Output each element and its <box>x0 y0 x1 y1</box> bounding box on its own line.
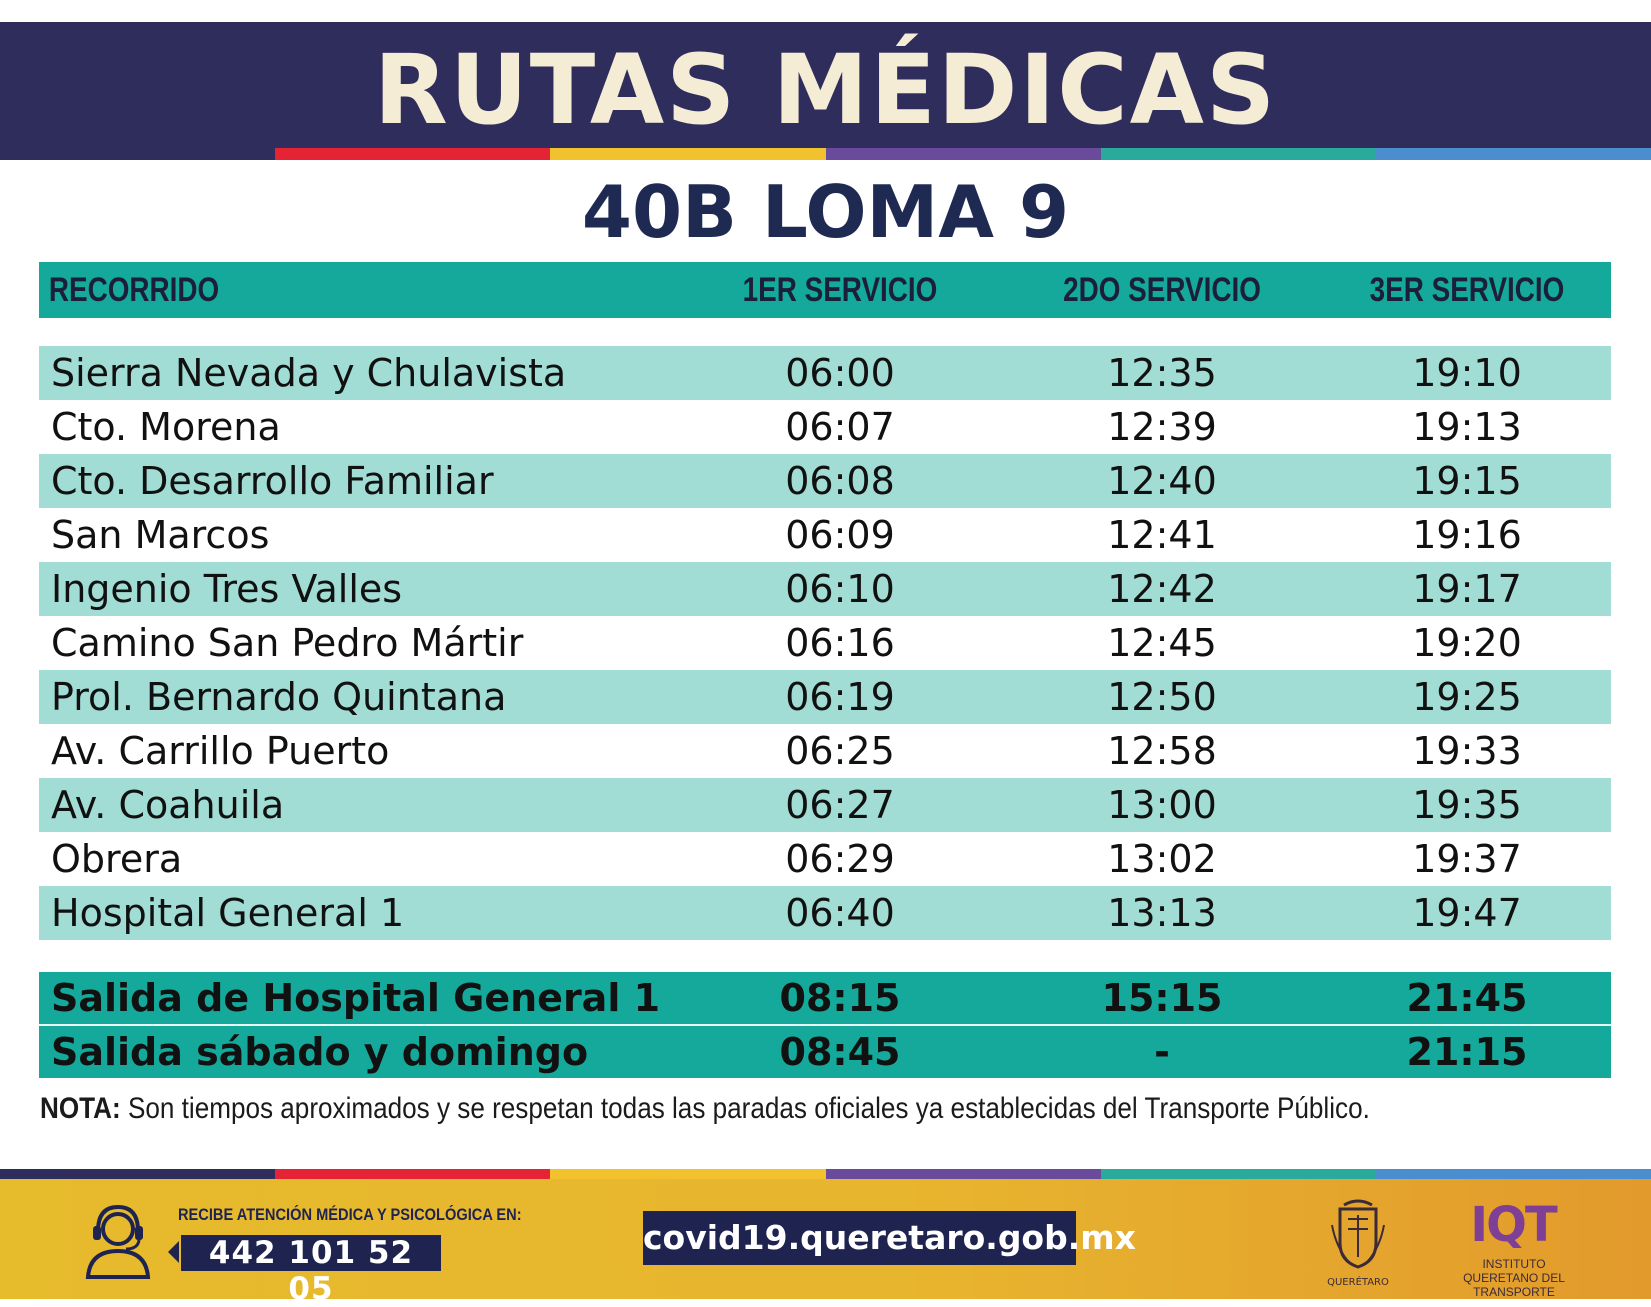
table-row <box>39 886 1611 940</box>
table-header <box>39 262 1611 318</box>
service-time-1: 06:16 <box>785 621 895 665</box>
column-header-route: RECORRIDO <box>48 270 220 309</box>
stop-name: San Marcos <box>51 513 270 557</box>
table-row <box>39 400 1611 454</box>
service-time-3: 19:17 <box>1412 567 1522 611</box>
iqt-logo-mark: IQT <box>1470 1197 1556 1253</box>
service-time-2: 12:45 <box>1107 621 1217 665</box>
service-time-3: 19:25 <box>1412 675 1522 719</box>
queretaro-logo-text: QUERÉTARO <box>1327 1277 1389 1288</box>
service-time-1: 06:40 <box>785 891 895 935</box>
header-banner <box>0 22 1651 158</box>
departure-row <box>39 972 1611 1024</box>
service-time-2: 12:41 <box>1107 513 1217 557</box>
color-stripe-bottom <box>0 1169 1651 1179</box>
departure-time-1: 08:15 <box>779 976 901 1020</box>
stripe-segment <box>0 148 275 160</box>
departure-time-3: 21:45 <box>1406 976 1528 1020</box>
departure-time-2: 15:15 <box>1101 976 1223 1020</box>
service-time-3: 19:37 <box>1412 837 1522 881</box>
service-time-1: 06:10 <box>785 567 895 611</box>
table-row <box>39 508 1611 562</box>
stop-name: Av. Coahuila <box>51 783 285 827</box>
stripe-segment <box>1101 148 1376 160</box>
departure-row <box>39 1024 1611 1078</box>
table-row <box>39 616 1611 670</box>
stripe-segment <box>826 148 1101 160</box>
stop-name: Cto. Morena <box>51 405 281 449</box>
phone-number: 442 101 52 05 <box>181 1235 441 1271</box>
stripe-segment <box>0 1169 275 1179</box>
service-time-2: 12:39 <box>1107 405 1217 449</box>
service-time-2: 12:42 <box>1107 567 1217 611</box>
departure-time-3: 21:15 <box>1406 1030 1528 1074</box>
schedule-table <box>39 262 1611 940</box>
call-label: RECIBE ATENCIÓN MÉDICA Y PSICOLÓGICA EN: <box>178 1205 522 1224</box>
service-time-3: 19:47 <box>1412 891 1522 935</box>
stripe-segment <box>275 148 550 160</box>
service-time-3: 19:35 <box>1412 783 1522 827</box>
footer-bar <box>0 1179 1651 1307</box>
table-row <box>39 724 1611 778</box>
stop-name: Camino San Pedro Mártir <box>51 621 524 665</box>
departure-label: Salida sábado y domingo <box>51 1030 589 1074</box>
service-time-3: 19:20 <box>1412 621 1522 665</box>
service-time-3: 19:10 <box>1412 351 1522 395</box>
stop-name: Prol. Bernardo Quintana <box>51 675 507 719</box>
service-time-2: 12:58 <box>1107 729 1217 773</box>
service-time-1: 06:09 <box>785 513 895 557</box>
stop-name: Sierra Nevada y Chulavista <box>51 351 567 395</box>
service-time-2: 12:40 <box>1107 459 1217 503</box>
phone-arrow-icon <box>168 1241 179 1263</box>
service-time-3: 19:33 <box>1412 729 1522 773</box>
departure-label: Salida de Hospital General 1 <box>51 976 661 1020</box>
service-time-2: 13:00 <box>1107 783 1217 827</box>
stripe-segment <box>550 148 825 160</box>
service-time-2: 13:13 <box>1107 891 1217 935</box>
iqt-logo <box>1444 1195 1584 1299</box>
service-time-2: 12:50 <box>1107 675 1217 719</box>
stop-name: Cto. Desarrollo Familiar <box>51 459 494 503</box>
table-row <box>39 562 1611 616</box>
stop-name: Obrera <box>51 837 183 881</box>
stripe-segment <box>1376 1169 1651 1179</box>
service-time-3: 19:13 <box>1412 405 1522 449</box>
stripe-segment <box>826 1169 1101 1179</box>
table-row <box>39 670 1611 724</box>
service-time-2: 12:35 <box>1107 351 1217 395</box>
queretaro-coat-of-arms-logo <box>1310 1195 1406 1291</box>
iqt-logo-text: INSTITUTO QUERETANO DEL TRANSPORTE <box>1463 1257 1565 1299</box>
color-stripe-top <box>0 148 1651 160</box>
column-header-service-3: 3ER SERVICIO <box>1369 270 1565 309</box>
column-header-service-1: 1ER SERVICIO <box>742 270 938 309</box>
service-time-1: 06:29 <box>785 837 895 881</box>
stripe-segment <box>550 1169 825 1179</box>
footnote-text: Son tiempos aproximados y se respetan todas las paradas oficiales ya establecidas del Transporte Público. <box>120 1092 1370 1125</box>
footnote-label: NOTA: <box>40 1092 121 1125</box>
table-body <box>39 346 1611 940</box>
service-time-1: 06:07 <box>785 405 895 449</box>
service-time-1: 06:27 <box>785 783 895 827</box>
service-time-1: 06:25 <box>785 729 895 773</box>
service-time-1: 06:00 <box>785 351 895 395</box>
stop-name: Hospital General 1 <box>51 891 405 935</box>
table-row <box>39 346 1611 400</box>
stripe-segment <box>275 1169 550 1179</box>
table-row <box>39 778 1611 832</box>
service-time-3: 19:16 <box>1412 513 1522 557</box>
table-row <box>39 454 1611 508</box>
headset-agent-icon <box>78 1199 158 1279</box>
table-row <box>39 832 1611 886</box>
stop-name: Av. Carrillo Puerto <box>51 729 390 773</box>
departure-time-2: - <box>1154 1030 1170 1074</box>
service-time-1: 06:08 <box>785 459 895 503</box>
service-time-3: 19:15 <box>1412 459 1522 503</box>
website-link[interactable]: covid19.queretaro.gob.mx <box>643 1211 1076 1265</box>
stripe-segment <box>1101 1169 1376 1179</box>
departure-rows <box>39 972 1611 1078</box>
stripe-segment <box>1376 148 1651 160</box>
service-time-1: 06:19 <box>785 675 895 719</box>
footnote <box>40 1092 1415 1126</box>
page-title: RUTAS MÉDICAS <box>373 34 1278 146</box>
route-title: 40B LOMA 9 <box>581 170 1070 254</box>
column-header-service-2: 2DO SERVICIO <box>1063 270 1261 309</box>
departure-time-1: 08:45 <box>779 1030 901 1074</box>
stop-name: Ingenio Tres Valles <box>51 567 403 611</box>
service-time-2: 13:02 <box>1107 837 1217 881</box>
